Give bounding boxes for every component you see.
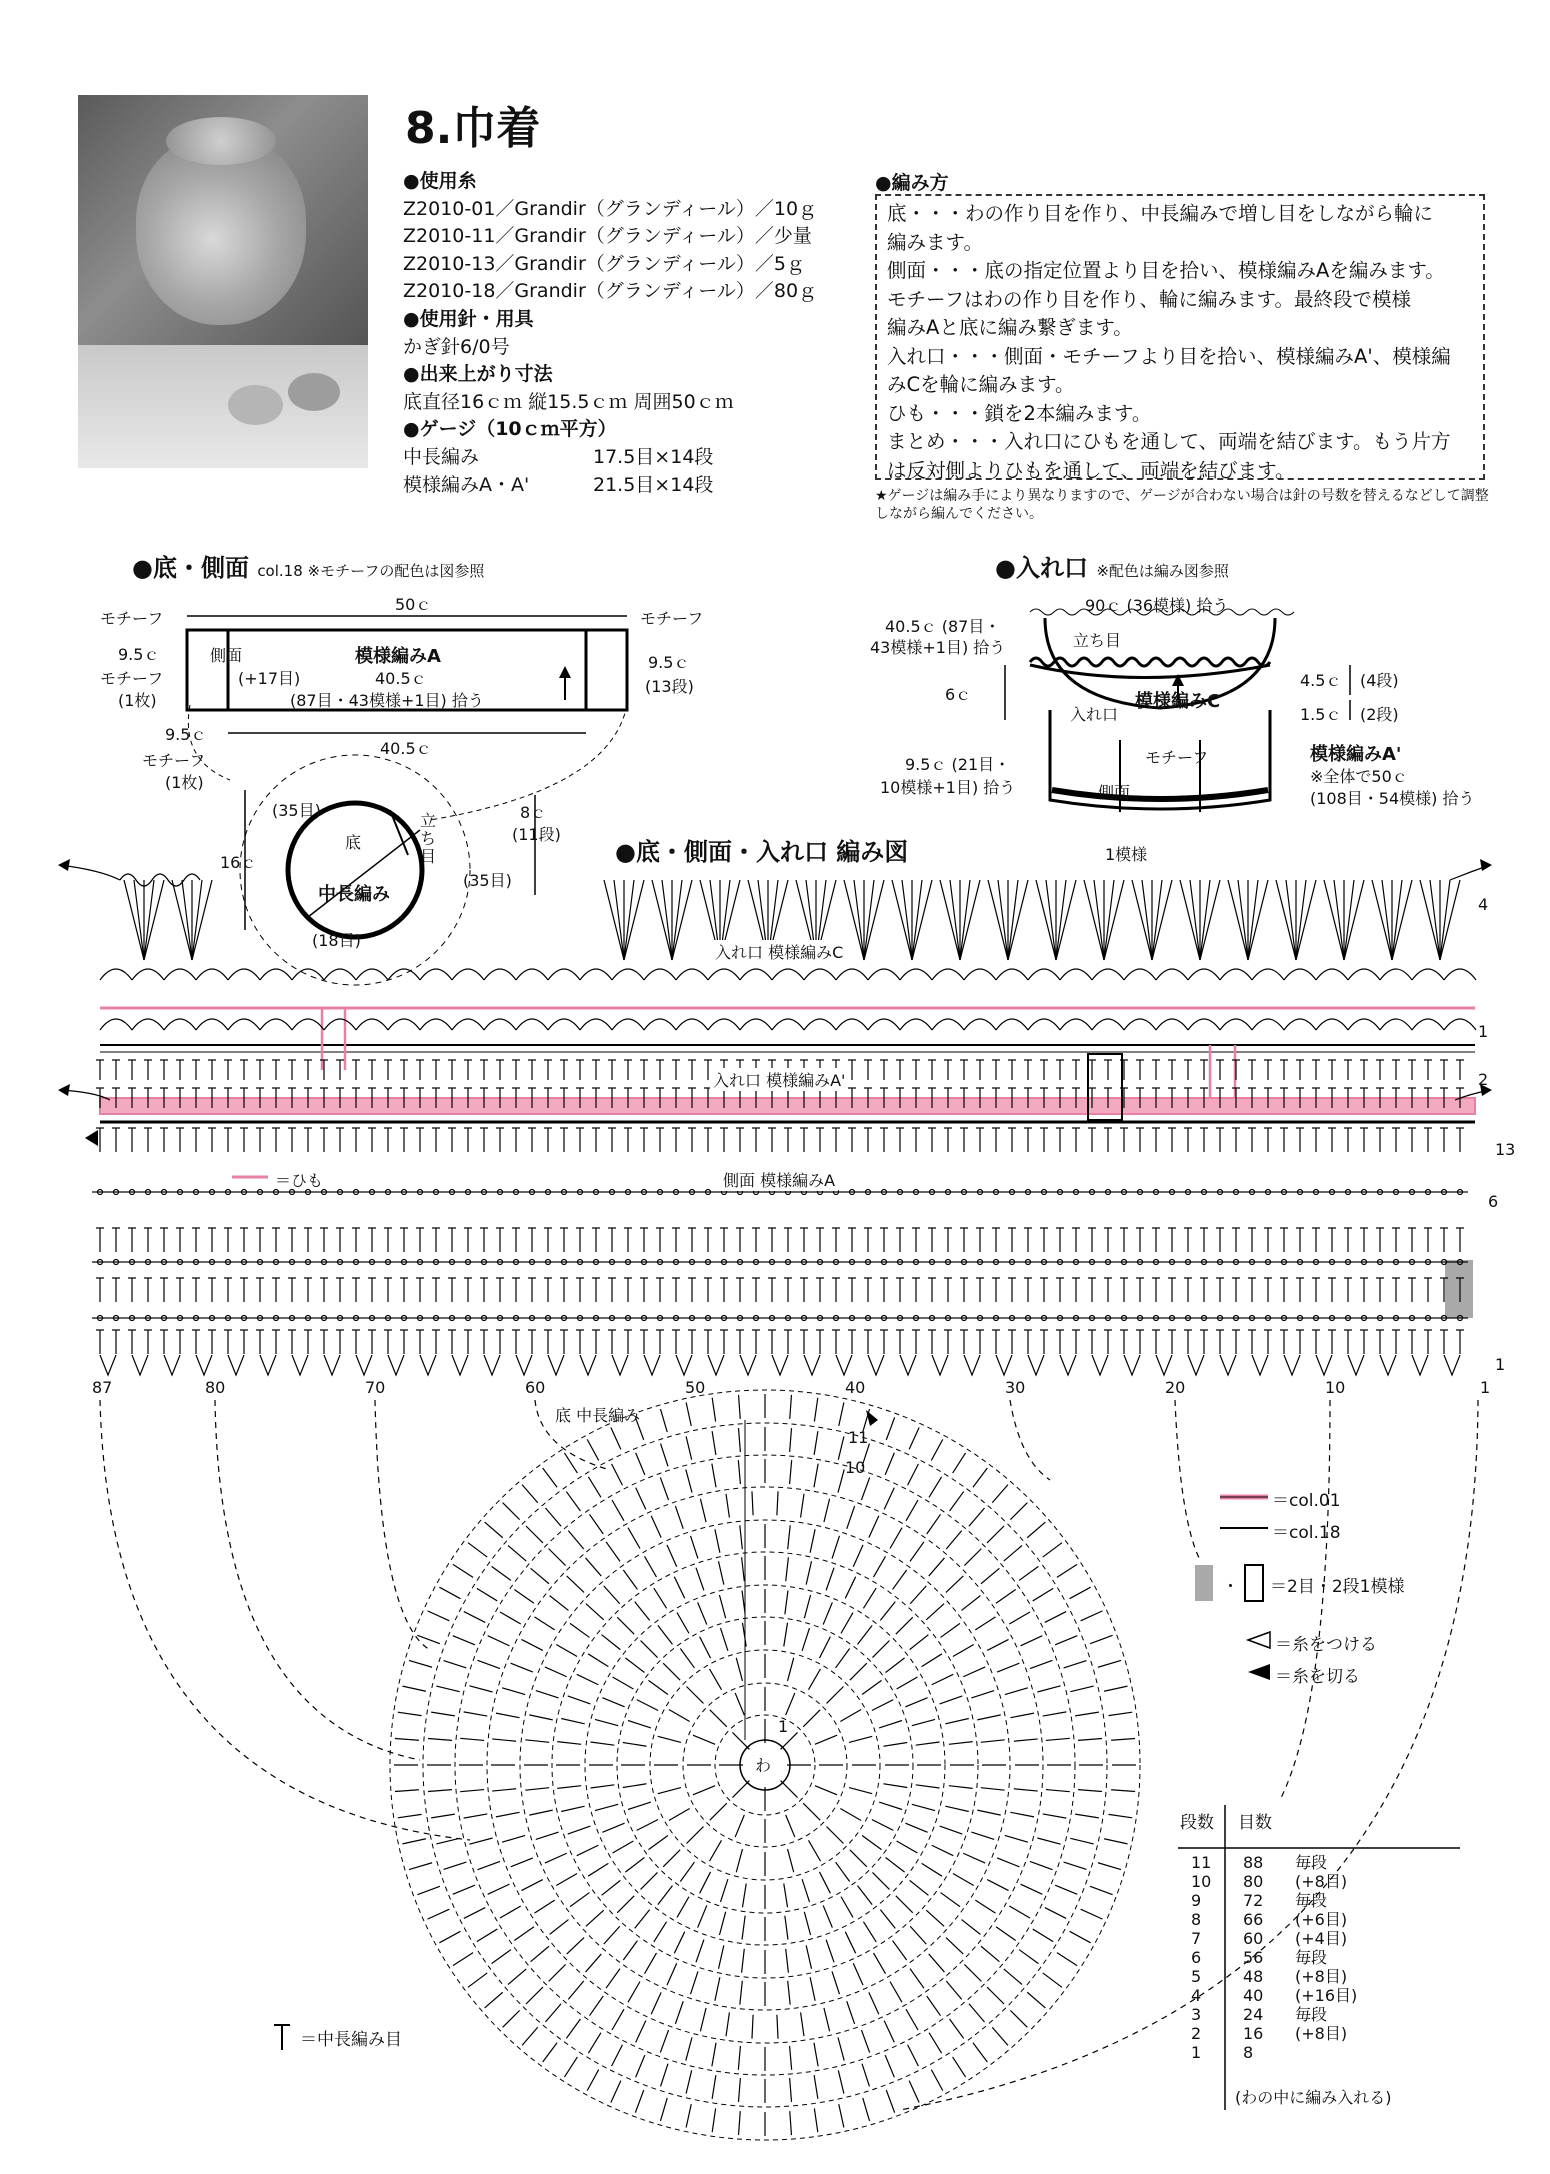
howto-heading: ●編み方 (875, 172, 949, 194)
counts-header-rows: 段数 (1180, 1813, 1214, 1833)
counts-row: 3 24 毎段 (1191, 2005, 1328, 2024)
label-35-stitches-b: (35目) (463, 871, 512, 890)
label-one-2: (1枚) (165, 773, 204, 792)
yarn-heading: ●使用糸 (403, 170, 477, 192)
row-label: 13 (1495, 1140, 1516, 1159)
label-90c: 90ｃ (36模様) 拾う (1085, 596, 1229, 615)
row-label: 2 (1478, 1070, 1489, 1089)
label-repeat: 1模様 (1105, 845, 1148, 864)
label-opening-c: 入れ口 模様編みC (712, 940, 846, 963)
counts-row: 10 80 (+8目) (1191, 1872, 1348, 1891)
label-side-opening: 側面 (1098, 783, 1131, 802)
counts-header-sts: 目数 (1238, 1813, 1272, 1833)
tools-line: かぎ針6/0号 (403, 335, 510, 358)
row-label: 6 (1488, 1192, 1499, 1211)
legend-col18: ＝col.18 (1272, 1523, 1341, 1543)
label-95c-bottom: 9.5ｃ (165, 725, 207, 744)
label-18-stitches: (18目) (312, 931, 361, 950)
counts-row: 1 8 (1191, 2043, 1254, 2062)
gauge-row: 中長編み 17.5目×14段 (403, 445, 714, 468)
legend-col01: ＝col.01 (1272, 1491, 1341, 1511)
gauge-heading: ●ゲージ（10ｃｍ平方） (403, 418, 617, 441)
howto-line: モチーフはわの作り目を作り、輪に編みます。最終段で模様 (887, 287, 1411, 311)
label-bottom: 底 (345, 833, 362, 852)
label-tachime-2: 立ち目 (1073, 631, 1122, 650)
label-motif-right: モチーフ (640, 609, 704, 628)
counts-row: 8 66 (+6目) (1191, 1910, 1348, 1929)
counts-footnote: (わの中に編み入れる) (1235, 2088, 1392, 2107)
ring-row-label: 10 (845, 1458, 866, 1477)
legend-dot: ・ (1222, 1577, 1239, 1597)
tick-label: 20 (1165, 1378, 1186, 1397)
label-pattern-c: 模様編みC (1135, 691, 1221, 712)
label-one: (1枚) (118, 691, 157, 710)
label-pattern-a: 模様編みA (355, 646, 441, 667)
howto-line: 側面・・・底の指定位置より目を拾い、模様編みAを編みます。 (887, 259, 1445, 282)
yarn-line: Z2010-01／Grandir（グランディール）／10ｇ (403, 197, 818, 220)
row-label: 1 (1495, 1355, 1506, 1374)
gauge-note: ★ゲージは編み手により異なりますので、ゲージが合わない場合は針の号数を替えるなどして調整しながら編んでください。 (875, 488, 1489, 522)
chart-heading: ●底・側面・入れ口 編み図 (615, 838, 909, 866)
label-opening-a2: 入れ口 模様編みA' (710, 1068, 848, 1091)
tools-heading: ●使用針・用具 (403, 307, 534, 330)
label-all50b: (108目・54模様) 拾う (1310, 789, 1475, 808)
label-pick: (87目・43模様+1目) 拾う (290, 691, 484, 710)
label-405c: 40.5ｃ (375, 669, 427, 688)
tick-label: 60 (525, 1378, 546, 1397)
section-bottom-side-heading: ●底・側面 col.18 ※モチーフの配色は図参照 (132, 554, 485, 582)
label-35-stitches: (35目) (272, 801, 321, 820)
howto-line: 編みます。 (887, 230, 983, 254)
label-motif-2: モチーフ (142, 751, 206, 770)
label-plus17: (+17目) (238, 669, 301, 688)
label-50c: 50ｃ (395, 595, 432, 614)
yarn-line: Z2010-11／Grandir（グランディール）／少量 (403, 225, 812, 248)
label-hdc: 中長編み (318, 884, 390, 905)
counts-row: 5 48 (+8目) (1191, 1967, 1348, 1986)
tick-label: 10 (1325, 1378, 1346, 1397)
label-95c-opening: 9.5ｃ (21目・ (905, 755, 1011, 774)
label-pick-405: 40.5ｃ (87目・ (885, 617, 1001, 636)
ring-row-label: 1 (778, 1717, 789, 1736)
counts-row: 2 16 (+8目) (1191, 2024, 1348, 2043)
label-rows11: (11段) (512, 825, 561, 844)
tick-label: 1 (1480, 1378, 1491, 1397)
ring-row-label: 11 (848, 1428, 869, 1447)
label-2rows: (2段) (1360, 705, 1399, 724)
label-95c-opening-b: 10模様+1目) 拾う (880, 778, 1016, 797)
label-8c: 8ｃ (520, 803, 547, 822)
gauge-row: 模様編みA・A' 21.5目×14段 (403, 473, 714, 496)
label-motif-1: モチーフ (100, 669, 164, 688)
label-side-a: 側面 模様編みA (720, 1168, 838, 1191)
label-95c-right: 9.5ｃ (648, 653, 690, 672)
howto-line: 入れ口・・・側面・モチーフより目を拾い、模様編みA'、模様編 (887, 344, 1451, 368)
howto-line: まとめ・・・入れ口にひもを通して、両端を結びます。もう片方 (887, 430, 1451, 453)
size-heading: ●出来上がり寸法 (403, 363, 553, 386)
legend-join: ＝糸をつける (1275, 1635, 1377, 1655)
label-all50: ※全体で50ｃ (1310, 767, 1408, 786)
label-16c: 16ｃ (220, 853, 257, 872)
tick-label: 70 (365, 1378, 386, 1397)
legend-pattern: ＝2目・2段1模様 (1270, 1577, 1405, 1597)
counts-row: 4 40 (+16目) (1191, 1986, 1358, 2005)
row-label: 1 (1478, 1022, 1489, 1041)
counts-row: 9 72 毎段 (1191, 1891, 1328, 1910)
label-45c: 4.5ｃ (1300, 671, 1342, 690)
howto-line: は反対側よりひもを通して、両端を結びます。 (887, 458, 1295, 482)
tick-label: 30 (1005, 1378, 1026, 1397)
yarn-line: Z2010-18／Grandir（グランディール）／80ｇ (403, 280, 818, 303)
label-6c: 6ｃ (945, 685, 972, 704)
row-label: 4 (1478, 895, 1489, 914)
label-bottom-hdc: 底 中長編み (555, 1406, 641, 1425)
label-himo: ＝ひも (275, 1171, 324, 1190)
label-wa: わ (755, 1756, 772, 1775)
label-motif-opening: モチーフ (1145, 748, 1209, 767)
label-motif: モチーフ (100, 609, 164, 628)
label-tachime: 立ち目 (420, 811, 437, 866)
counts-row: 7 60 (+4目) (1191, 1929, 1348, 1948)
counts-row: 6 56 毎段 (1191, 1948, 1328, 1967)
tick-label: 87 (92, 1378, 113, 1397)
yarn-line: Z2010-13／Grandir（グランディール）／5ｇ (403, 252, 805, 275)
tick-label: 80 (205, 1378, 226, 1397)
counts-row: 11 88 毎段 (1191, 1853, 1328, 1872)
page-title: 8.巾着 (405, 103, 541, 154)
label-95c: 9.5ｃ (118, 645, 160, 664)
label-opening: 入れ口 (1070, 705, 1119, 724)
legend-hdc: ＝中長編み目 (300, 2030, 402, 2050)
label-side: 側面 (210, 646, 243, 665)
label-405c-bottom: 40.5ｃ (380, 739, 432, 758)
label-pattern-a2: 模様編みA' (1310, 744, 1402, 765)
howto-line: 底・・・わの作り目を作り、中長編みで増し目をしながら輪に (887, 202, 1434, 225)
label-15c: 1.5ｃ (1300, 705, 1342, 724)
tick-label: 40 (845, 1378, 866, 1397)
howto-line: ひも・・・鎖を2本編みます。 (887, 401, 1152, 425)
label-pick-405b: 43模様+1目) 拾う (870, 638, 1006, 657)
counts-table (1185, 1853, 1363, 2062)
section-opening-heading: ●入れ口 ※配色は編み図参照 (995, 554, 1229, 582)
howto-line: みCを輪に編みます。 (887, 373, 1075, 396)
label-rows13: (13段) (645, 677, 694, 696)
tick-label: 50 (685, 1378, 706, 1397)
legend-cut: ＝糸を切る (1275, 1667, 1360, 1687)
size-line: 底直径16ｃｍ 縦15.5ｃｍ 周囲50ｃｍ (403, 390, 734, 413)
howto-line: 編みAと底に編み繋ぎます。 (887, 316, 1133, 339)
label-4rows: (4段) (1360, 671, 1399, 690)
